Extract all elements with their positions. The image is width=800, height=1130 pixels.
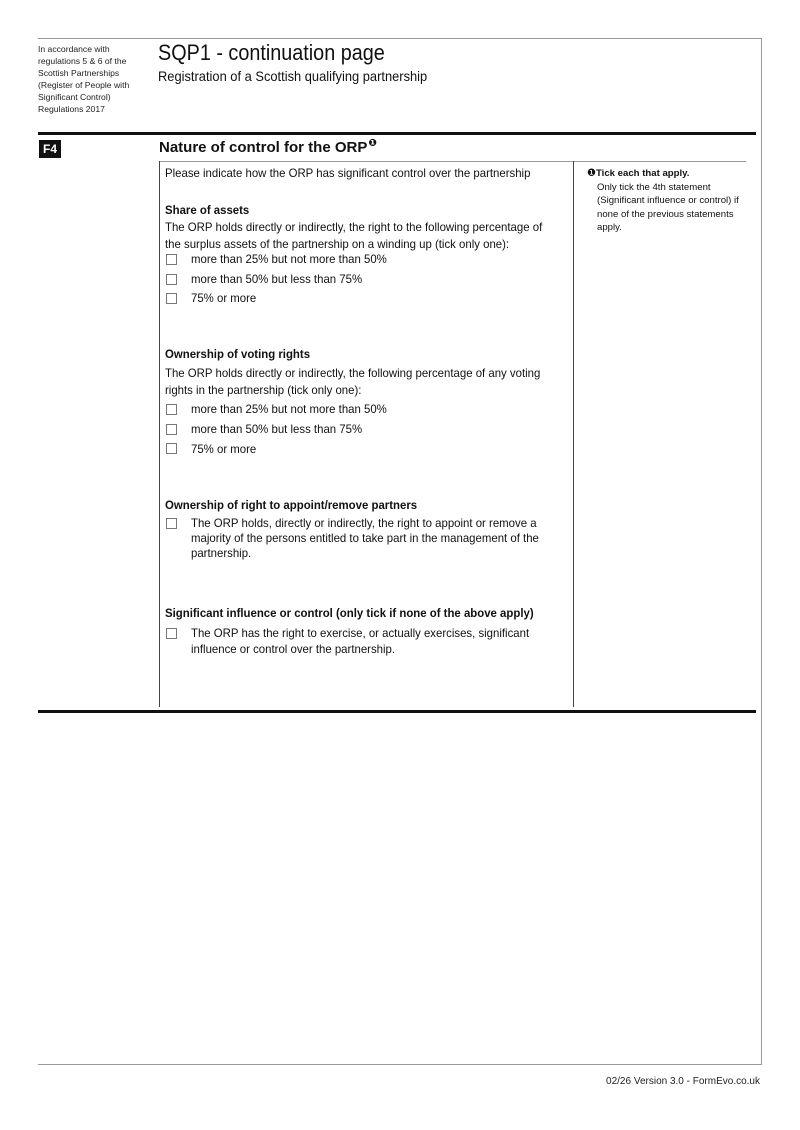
assets-option-2-checkbox[interactable] — [166, 274, 177, 285]
influence-heading: Significant influence or control (only tick if none of the above apply) — [165, 606, 534, 620]
intro-text: Please indicate how the ORP has significant control over the partnership — [165, 166, 531, 180]
assets-option-1-label: more than 25% but not more than 50% — [191, 252, 387, 266]
appoint-text-1: The ORP holds, directly or indirectly, the right to appoint or remove a — [191, 516, 537, 530]
section-bottom-rule — [38, 710, 756, 713]
guidance-line-4: apply. — [597, 222, 622, 233]
voting-desc-2: rights in the partnership (tick only one): — [165, 383, 362, 397]
regulation-note: In accordance with regulations 5 & 6 of the Scottish Partnerships (Register of People with Significant Control) Regulations 2017 — [38, 44, 130, 114]
guidance-line-2: (Significant influence or control) if — [597, 195, 739, 206]
voting-option-3-checkbox[interactable] — [166, 443, 177, 454]
guidance-note — [587, 167, 749, 235]
bottom-border — [38, 1064, 762, 1065]
influence-text-1: The ORP has the right to exercise, or actually exercises, significant — [191, 626, 530, 640]
assets-heading: Share of assets — [165, 203, 250, 217]
influence-checkbox[interactable] — [166, 628, 177, 639]
info-marker-icon: ❶ — [368, 138, 377, 149]
voting-option-2-checkbox[interactable] — [166, 424, 177, 435]
top-border — [38, 38, 762, 39]
voting-option-1-checkbox[interactable] — [166, 404, 177, 415]
section-title-text: Nature of control for the ORP — [159, 139, 368, 156]
voting-option-2-label: more than 50% but less than 75% — [191, 422, 363, 436]
assets-option-3-label: 75% or more — [191, 291, 257, 305]
main-box-left — [159, 161, 160, 707]
main-box-top — [159, 161, 574, 162]
voting-option-1-label: more than 25% but not more than 50% — [191, 402, 387, 416]
assets-option-2-label: more than 50% but less than 75% — [191, 272, 363, 286]
form-subtitle: Registration of a Scottish qualifying partnership — [158, 68, 428, 84]
guidance-title: Tick each that apply. — [595, 168, 690, 179]
main-box-right — [573, 161, 574, 707]
assets-desc-2: the surplus assets of the partnership on a winding up (tick only one): — [165, 237, 510, 251]
assets-desc-1: The ORP holds directly or indirectly, the right to the following percentage of — [165, 220, 543, 234]
side-box-top — [574, 161, 746, 162]
appoint-text-3: partnership. — [191, 546, 252, 560]
guidance-line-3: none of the previous statements — [597, 208, 734, 220]
appoint-text-2: majority of the persons entitled to take part in the management of the — [191, 531, 539, 545]
assets-option-1-checkbox[interactable] — [166, 254, 177, 265]
section-top-rule — [38, 132, 756, 135]
section-title — [159, 138, 377, 158]
footer-version: 02/26 Version 3.0 - FormEvo.co.uk — [606, 1076, 760, 1087]
guidance-marker-icon: ❶ — [587, 168, 596, 179]
section-code-badge: F4 — [39, 140, 61, 158]
assets-option-3-checkbox[interactable] — [166, 293, 177, 304]
influence-text-2: influence or control over the partnership. — [191, 642, 396, 656]
right-border — [761, 38, 762, 1065]
guidance-line-1: Only tick the 4th statement — [597, 181, 711, 193]
voting-heading: Ownership of voting rights — [165, 347, 311, 361]
appoint-checkbox[interactable] — [166, 518, 177, 529]
voting-desc-1: The ORP holds directly or indirectly, the following percentage of any voting — [165, 366, 541, 380]
appoint-heading: Ownership of right to appoint/remove partners — [165, 498, 418, 512]
voting-option-3-label: 75% or more — [191, 442, 257, 456]
form-title: SQP1 - continuation page — [158, 40, 385, 65]
